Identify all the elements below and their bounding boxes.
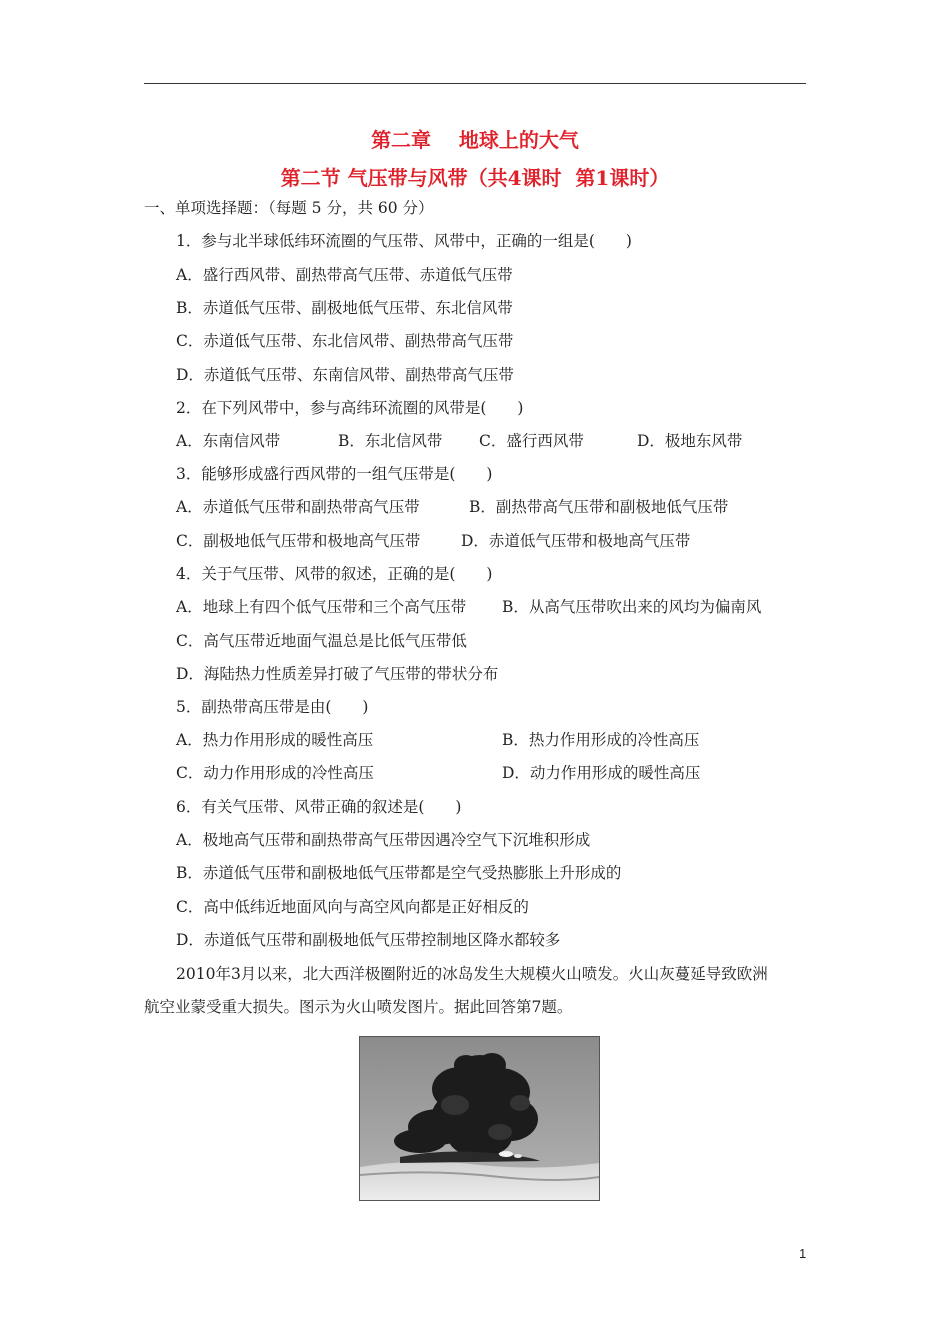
question-6-stem: 6．有关气压带、风带正确的叙述是( )	[176, 798, 462, 816]
passage-line-2: 航空业蒙受重大损失。图示为火山喷发图片。据此回答第7题。	[144, 998, 573, 1016]
question-3-option-b: B．副热带高气压带和副极地低气压带	[469, 498, 729, 516]
question-2-option-a: A．东南信风带	[176, 432, 281, 450]
question-3-option-a: A．赤道低气压带和副热带高气压带	[176, 498, 420, 516]
question-1-option-b: B．赤道低气压带、副极地低气压带、东北信风带	[176, 299, 513, 317]
question-4-stem: 4．关于气压带、风带的叙述，正确的是( )	[176, 565, 493, 583]
question-1-option-a: A．盛行西风带、副热带高气压带、赤道低气压带	[176, 266, 513, 284]
question-6-option-c: C．高中低纬近地面风向与高空风向都是正好相反的	[176, 898, 529, 916]
question-2-option-b: B．东北信风带	[338, 432, 443, 450]
question-4-option-a: A．地球上有四个低气压带和三个高气压带	[176, 598, 467, 616]
chapter-title: 第二章 地球上的大气	[371, 128, 579, 152]
page-number: 1	[799, 1246, 807, 1261]
volcano-eruption-photo	[359, 1036, 600, 1201]
question-1-stem: 1．参与北半球低纬环流圈的气压带、风带中，正确的一组是( )	[176, 232, 632, 250]
question-6-option-b: B．赤道低气压带和副极地低气压带都是空气受热膨胀上升形成的	[176, 864, 622, 882]
question-3-stem: 3．能够形成盛行西风带的一组气压带是( )	[176, 465, 493, 483]
question-1-option-d: D．赤道低气压带、东南信风带、副热带高气压带	[176, 366, 514, 384]
question-4-option-d: D．海陆热力性质差异打破了气压带的带状分布	[176, 665, 499, 683]
question-5-stem: 5．副热带高压带是由( )	[176, 698, 369, 716]
question-5-option-b: B．热力作用形成的冷性高压	[502, 731, 700, 749]
question-2-stem: 2．在下列风带中，参与高纬环流圈的风带是( )	[176, 399, 524, 417]
question-6-option-d: D．赤道低气压带和副极地低气压带控制地区降水都较多	[176, 931, 561, 949]
question-6-option-a: A．极地高气压带和副热带高气压带因遇冷空气下沉堆积形成	[176, 831, 591, 849]
header-rule	[144, 83, 806, 84]
question-4-option-c: C．高气压带近地面气温总是比低气压带低	[176, 632, 467, 650]
question-1-option-c: C．赤道低气压带、东北信风带、副热带高气压带	[176, 332, 514, 350]
question-5-option-a: A．热力作用形成的暖性高压	[176, 731, 374, 749]
question-2-option-c: C．盛行西风带	[479, 432, 584, 450]
question-4-option-b: B．从高气压带吹出来的风均为偏南风	[502, 598, 762, 616]
question-2-option-d: D．极地东风带	[637, 432, 743, 450]
section-title: 第二节 气压带与风带（共4课时 第1课时）	[280, 166, 670, 190]
question-3-option-c: C．副极地低气压带和极地高气压带	[176, 532, 421, 550]
question-5-option-c: C．动力作用形成的冷性高压	[176, 764, 374, 782]
passage-line-1: 2010年3月以来，北大西洋极圈附近的冰岛发生大规模火山喷发。火山灰蔓延导致欧洲	[176, 965, 768, 983]
question-3-option-d: D．赤道低气压带和极地高气压带	[461, 532, 691, 550]
question-5-option-d: D．动力作用形成的暖性高压	[502, 764, 701, 782]
instructions: 一、单项选择题：（每题 5 分，共 60 分）	[144, 199, 434, 217]
